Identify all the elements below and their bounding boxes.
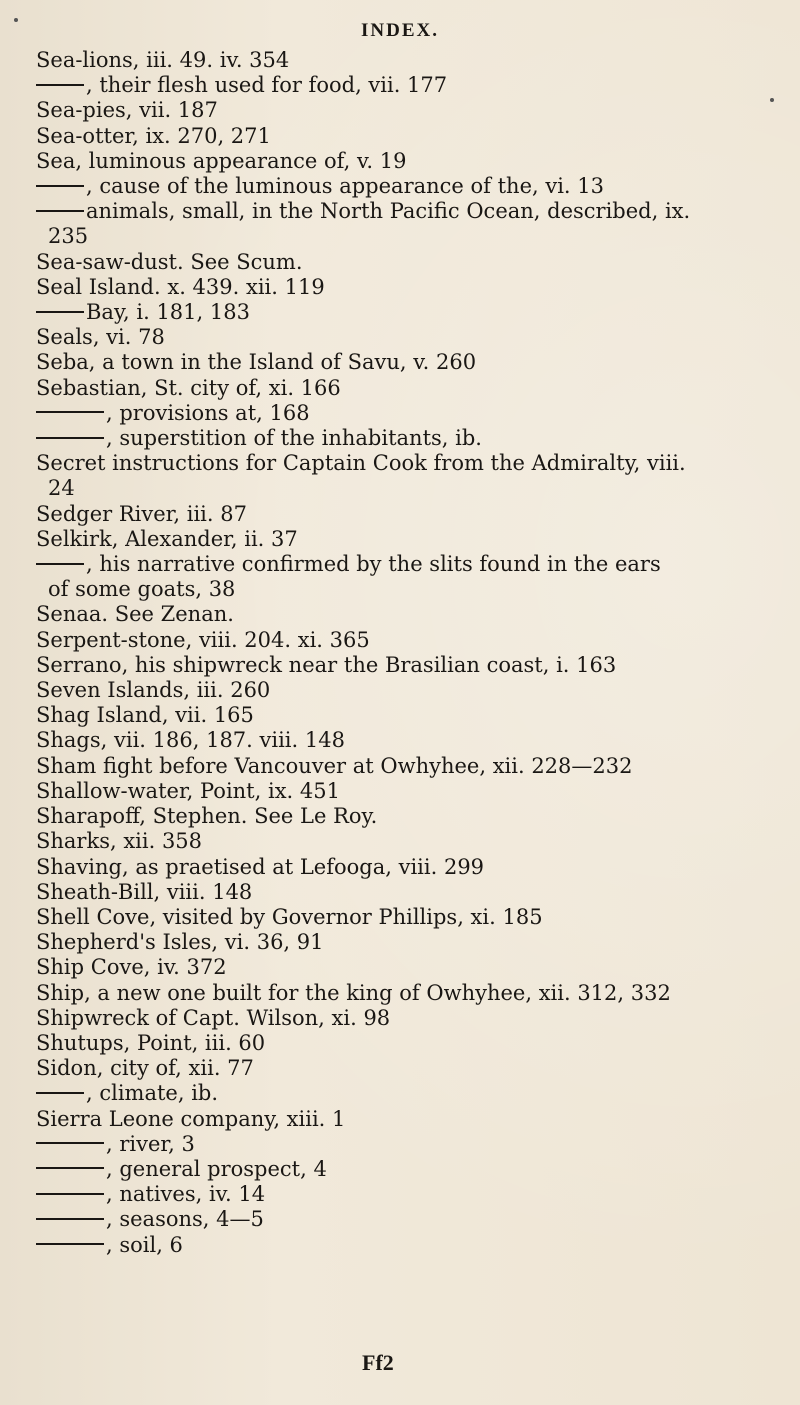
index-entry: , general prospect, 4: [36, 1157, 796, 1182]
index-entry: Shallow-water, Point, ix. 451: [36, 778, 340, 803]
index-entry: Shepherd's Isles, vi. 36, 91: [36, 930, 324, 955]
ditto-dash: [36, 563, 84, 565]
ditto-dash: [36, 437, 104, 439]
paper-speck: [770, 98, 774, 102]
index-entry: animals, small, in the North Pacific Ocean, described, ix.: [36, 199, 796, 224]
index-entry: Sebastian, St. city of, xi. 166: [36, 375, 341, 400]
index-entry-continuation: of some goats, 38: [48, 577, 236, 602]
index-entry: Sharks, xii. 358: [36, 829, 203, 854]
index-entry: Sharapoff, Stephen. See Le Roy.: [36, 804, 378, 829]
paper-speck: [14, 18, 18, 22]
ditto-dash: [36, 1092, 84, 1094]
index-entry: , climate, ib.: [36, 1081, 796, 1106]
index-entry: Serrano, his shipwreck near the Brasilian coast, i. 163: [36, 652, 617, 677]
index-entry: Sierra Leone company, xiii. 1: [36, 1106, 346, 1131]
index-entry: , their flesh used for food, vii. 177: [36, 73, 796, 98]
ditto-dash: [36, 1243, 104, 1245]
index-entry: Senaa. See Zenan.: [36, 602, 234, 627]
ditto-dash: [36, 210, 84, 212]
index-entry: Ship Cove, iv. 372: [36, 955, 227, 980]
ditto-dash: [36, 311, 84, 313]
index-entry-continuation: 235: [48, 224, 89, 249]
index-entry: Secret instructions for Captain Cook from the Admiralty, viii.: [36, 451, 686, 476]
index-entry: Sedger River, iii. 87: [36, 501, 247, 526]
index-entry: Sea, luminous appearance of, v. 19: [36, 148, 407, 173]
ditto-dash: [36, 1218, 104, 1220]
signature-mark: Ff2: [362, 1350, 394, 1375]
index-entry: Bay, i. 181, 183: [36, 300, 796, 325]
index-entry: , cause of the luminous appearance of the, vi. 13: [36, 174, 796, 199]
index-entry: Shell Cove, visited by Governor Phillips, xi. 185: [36, 904, 543, 929]
index-entry: Shags, vii. 186, 187. viii. 148: [36, 728, 345, 753]
index-entries: [36, 48, 796, 1258]
index-entry: Sidon, city of, xii. 77: [36, 1056, 254, 1081]
index-entry: Seven Islands, iii. 260: [36, 678, 271, 703]
index-entry: , his narrative confirmed by the slits found in the ears: [36, 552, 796, 577]
index-entry: , seasons, 4—5: [36, 1207, 796, 1232]
ditto-dash: [36, 1167, 104, 1169]
index-entry: Seal Island. x. 439. xii. 119: [36, 274, 325, 299]
index-entry: , provisions at, 168: [36, 401, 796, 426]
index-entry-continuation: 24: [48, 476, 75, 501]
ditto-dash: [36, 185, 84, 187]
index-entry: Shipwreck of Capt. Wilson, xi. 98: [36, 1005, 391, 1030]
index-entry: Seba, a town in the Island of Savu, v. 260: [36, 350, 477, 375]
ditto-dash: [36, 1193, 104, 1195]
index-entry: , soil, 6: [36, 1233, 796, 1258]
page-header: INDEX.: [361, 20, 439, 41]
index-entry: Shaving, as praetised at Lefooga, viii. 299: [36, 854, 485, 879]
index-entry: , river, 3: [36, 1132, 796, 1157]
index-entry: Seals, vi. 78: [36, 325, 165, 350]
index-entry: Sea-pies, vii. 187: [36, 98, 218, 123]
index-entry: Sham fight before Vancouver at Owhyhee, xii. 228—232: [36, 753, 633, 778]
index-entry: , natives, iv. 14: [36, 1182, 796, 1207]
index-entry: Sea-otter, ix. 270, 271: [36, 123, 271, 148]
ditto-dash: [36, 1142, 104, 1144]
ditto-dash: [36, 84, 84, 86]
index-entry: Ship, a new one built for the king of Owhyhee, xii. 312, 332: [36, 980, 671, 1005]
index-entry: Shag Island, vii. 165: [36, 703, 254, 728]
index-entry: Serpent-stone, viii. 204. xi. 365: [36, 627, 370, 652]
index-entry: , superstition of the inhabitants, ib.: [36, 426, 796, 451]
index-entry: Sea-lions, iii. 49. iv. 354: [36, 48, 290, 72]
index-entry: Sheath-Bill, viii. 148: [36, 879, 253, 904]
index-entry: Selkirk, Alexander, ii. 37: [36, 526, 298, 551]
ditto-dash: [36, 411, 104, 413]
index-entry: Shutups, Point, iii. 60: [36, 1030, 266, 1055]
index-entry: Sea-saw-dust. See Scum.: [36, 249, 303, 274]
